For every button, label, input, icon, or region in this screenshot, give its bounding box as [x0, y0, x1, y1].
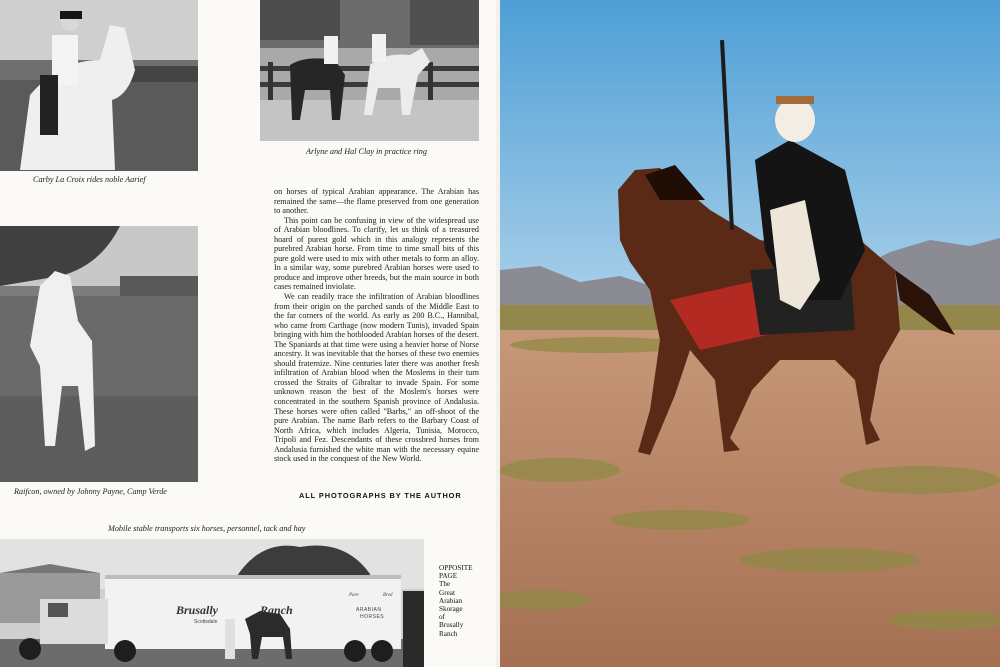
caption-raifcon: Raifcon, owned by Johnny Payne, Camp Verde	[14, 487, 167, 496]
opposite-page-heading: OPPOSITE PAGE	[439, 564, 473, 581]
trailer-bred: Bred	[383, 593, 393, 598]
photo-practice-ring	[260, 0, 479, 141]
trailer-pure: Pure	[349, 593, 359, 598]
photo-arabian-horse-rider-desert	[500, 0, 1000, 667]
photo-credit: ALL PHOTOGRAPHS BY THE AUTHOR	[299, 491, 462, 500]
photo-white-horse-field	[0, 226, 198, 482]
caption-stable: Mobile stable transports six horses, personnel, tack and hay	[108, 524, 306, 533]
article-paragraph: This point can be confusing in view of the widespread use of Arabian bloodlines. To clarify, let us think of a treasured hoard of purest gold which in this analogy represents the purebred Arabian horse. From time to time small bits of this pure gold were used to mix with other metals to form an alloy. In a similar way, some purebred Arabian horses were used to produce and improve other breeds, but the main source in both cases remained inviolate.	[274, 215, 479, 292]
trailer-ranch: Ranch	[260, 603, 293, 617]
trailer-arabian: ARABIAN	[356, 607, 382, 613]
caption-carby: Carby La Croix rides noble Aarief	[33, 175, 146, 184]
article-paragraph: on horses of typical Arabian appearance. The Arabian has remained the same—the flame preserved from one generation to another.	[274, 187, 479, 216]
trailer-brand: Brusally	[176, 603, 219, 617]
article-body	[274, 187, 479, 464]
photo-mobile-stable	[0, 539, 424, 667]
trailer-horses: HORSES	[360, 614, 385, 620]
photo-rider-white-horse	[0, 0, 198, 171]
trailer-city: Scottsdale	[194, 619, 218, 625]
caption-arlyne: Arlyne and Hal Clay in practice ring	[306, 147, 427, 156]
opposite-page-body: The Great Arabian Skorage of Brusally Ranch	[439, 580, 464, 638]
article-paragraph: We can readily trace the infiltration of Arabian bloodlines from their origin on the parched sands of the Middle East to the far corners of the world. As early as 200 B.C., Hannibal, who came from Carthage (now modern Tunis), invaded Spain bringing with him the hotblooded Arabian horses of the desert. The Spaniards at that time were using a heavier horse of Norse ancestry. It was inevitable that the horses of these two enemies should fraternize. Nine centuries later there was another fresh infiltration of Arabian blood when the Moslems in their turn crossed the Straits of Gibraltar to invade Spain. For some unknown reason the best of the Moslem's horses were concentrated in the southern Spanish province of Andalusia. These horses were often called "Barbs," an off-shoot of the pure Arabian. The name Barb refers to the Barbary Coast of North Africa, which includes Algeria, Tunisia, Morocco, Tripoli and Fez. Descendants of these crossbred horses from Andalusia furnished the white man with the necessary equine stock used in the conquest of the New World.	[274, 292, 479, 464]
opposite-page-note	[439, 564, 487, 638]
